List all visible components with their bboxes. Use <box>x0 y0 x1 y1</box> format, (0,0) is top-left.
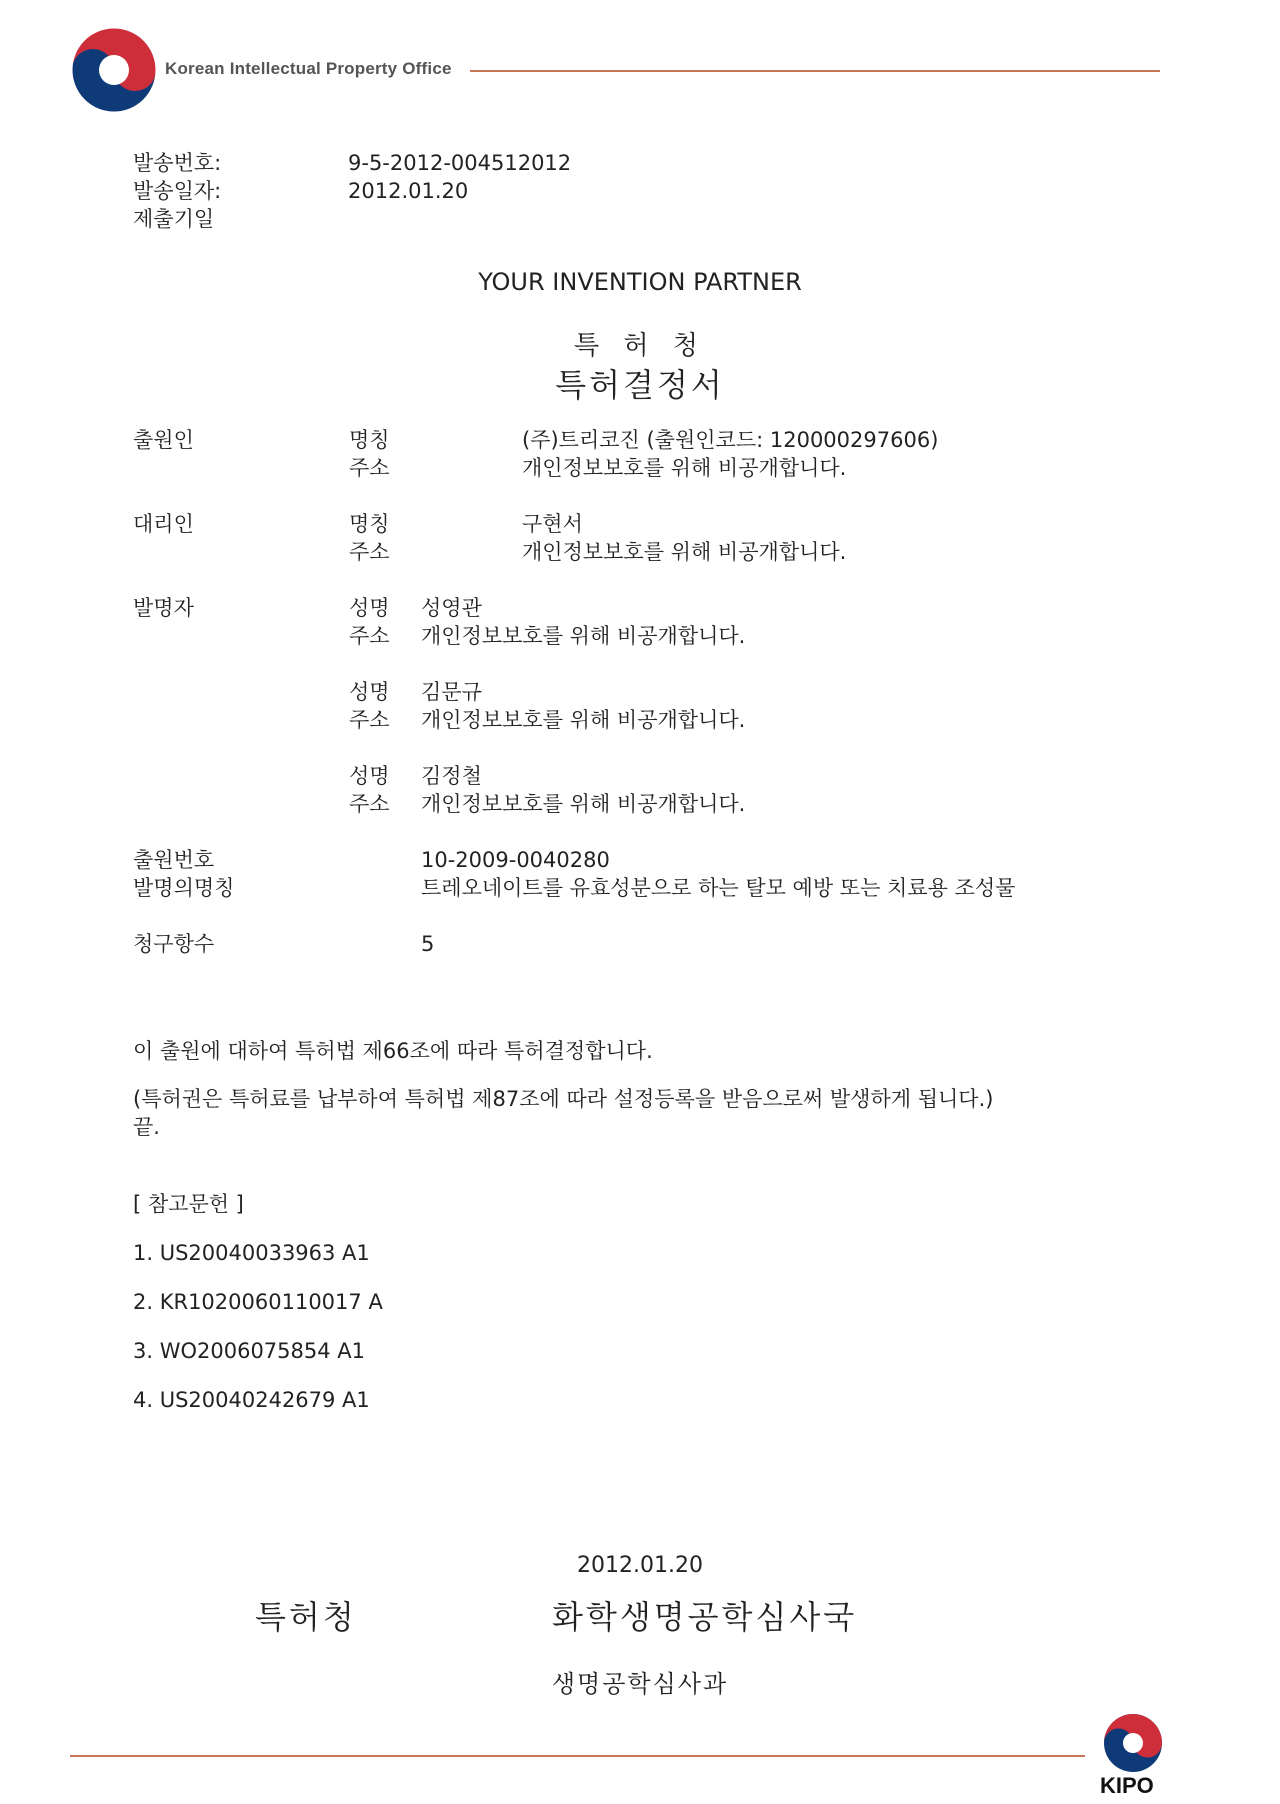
reference-item: 3. WO2006075854 A1 <box>133 1339 366 1363</box>
inventor-name-label: 성명 <box>349 764 390 788</box>
agent-address-label: 주소 <box>349 540 390 564</box>
reference-item: 4. US20040242679 A1 <box>133 1388 370 1412</box>
inventor-address-label: 주소 <box>349 624 390 648</box>
claims-count-value: 5 <box>421 932 435 956</box>
inventor-name-value: 성영관 <box>421 596 482 620</box>
inventor-name-value: 김정철 <box>421 764 482 788</box>
applicant-address-value: 개인정보보호를 위해 비공개합니다. <box>522 456 847 480</box>
inventor-address-value: 개인정보보호를 위해 비공개합니다. <box>421 708 746 732</box>
due-date-label: 제출기일 <box>133 207 215 231</box>
applicant-name-label: 명칭 <box>349 428 390 452</box>
end-mark: 끝. <box>133 1115 160 1139</box>
office-name: Korean Intellectual Property Office <box>165 59 452 78</box>
kipo-logo-icon <box>70 26 158 114</box>
issue-date: 2012.01.20 <box>577 1553 703 1578</box>
agent-address-value: 개인정보보호를 위해 비공개합니다. <box>522 540 847 564</box>
reference-item: 1. US20040033963 A1 <box>133 1241 370 1265</box>
signature-division: 생명공학심사과 <box>551 1670 729 1698</box>
applicant-label: 출원인 <box>133 428 194 452</box>
dispatch-no-value: 9-5-2012-004512012 <box>348 151 572 175</box>
inventor-address-label: 주소 <box>349 708 390 732</box>
footer-rule <box>70 1755 1085 1757</box>
document-title: 특허결정서 <box>555 366 725 404</box>
motto: YOUR INVENTION PARTNER <box>478 268 802 296</box>
kipo-wordmark: KIPO <box>1100 1773 1154 1798</box>
agency-name: 특 허 청 <box>574 331 706 361</box>
applicant-address-label: 주소 <box>349 456 390 480</box>
dispatch-date-label: 발송일자: <box>133 179 222 203</box>
inventor-name-label: 성명 <box>349 680 390 704</box>
inventor-name-value: 김문규 <box>421 680 482 704</box>
dispatch-no-label: 발송번호: <box>133 151 222 175</box>
application-number-label: 출원번호 <box>133 848 215 872</box>
signature-agency: 특허청 <box>255 1598 357 1636</box>
applicant-name-value: (주)트리코진 (출원인코드: 120000297606) <box>522 428 939 452</box>
references-heading: [ 참고문헌 ] <box>133 1192 244 1216</box>
invention-title-value: 트레오네이트를 유효성분으로 하는 탈모 예방 또는 치료용 조성물 <box>421 876 1016 900</box>
inventor-name-label: 성명 <box>349 596 390 620</box>
agent-name-value: 구현서 <box>522 512 583 536</box>
kipo-emblem-icon <box>1102 1712 1164 1774</box>
header-rule <box>470 70 1160 72</box>
agent-label: 대리인 <box>133 512 194 536</box>
inventors-label: 발명자 <box>133 596 194 620</box>
inventor-address-value: 개인정보보호를 위해 비공개합니다. <box>421 624 746 648</box>
invention-title-label: 발명의명칭 <box>133 876 235 900</box>
inventor-address-label: 주소 <box>349 792 390 816</box>
dispatch-date-value: 2012.01.20 <box>348 179 469 203</box>
decision-statement: 이 출원에 대하여 특허법 제66조에 따라 특허결정합니다. <box>133 1039 653 1063</box>
patent-right-note: (특허권은 특허료를 납부하여 특허법 제87조에 따라 설정등록을 받음으로써 발생하게 됩니다.) <box>133 1087 994 1111</box>
application-number-value: 10-2009-0040280 <box>421 848 610 872</box>
reference-item: 2. KR1020060110017 A <box>133 1290 383 1314</box>
agent-name-label: 명칭 <box>349 512 390 536</box>
signature-bureau: 화학생명공학심사국 <box>552 1598 858 1636</box>
claims-count-label: 청구항수 <box>133 932 215 956</box>
inventor-address-value: 개인정보보호를 위해 비공개합니다. <box>421 792 746 816</box>
